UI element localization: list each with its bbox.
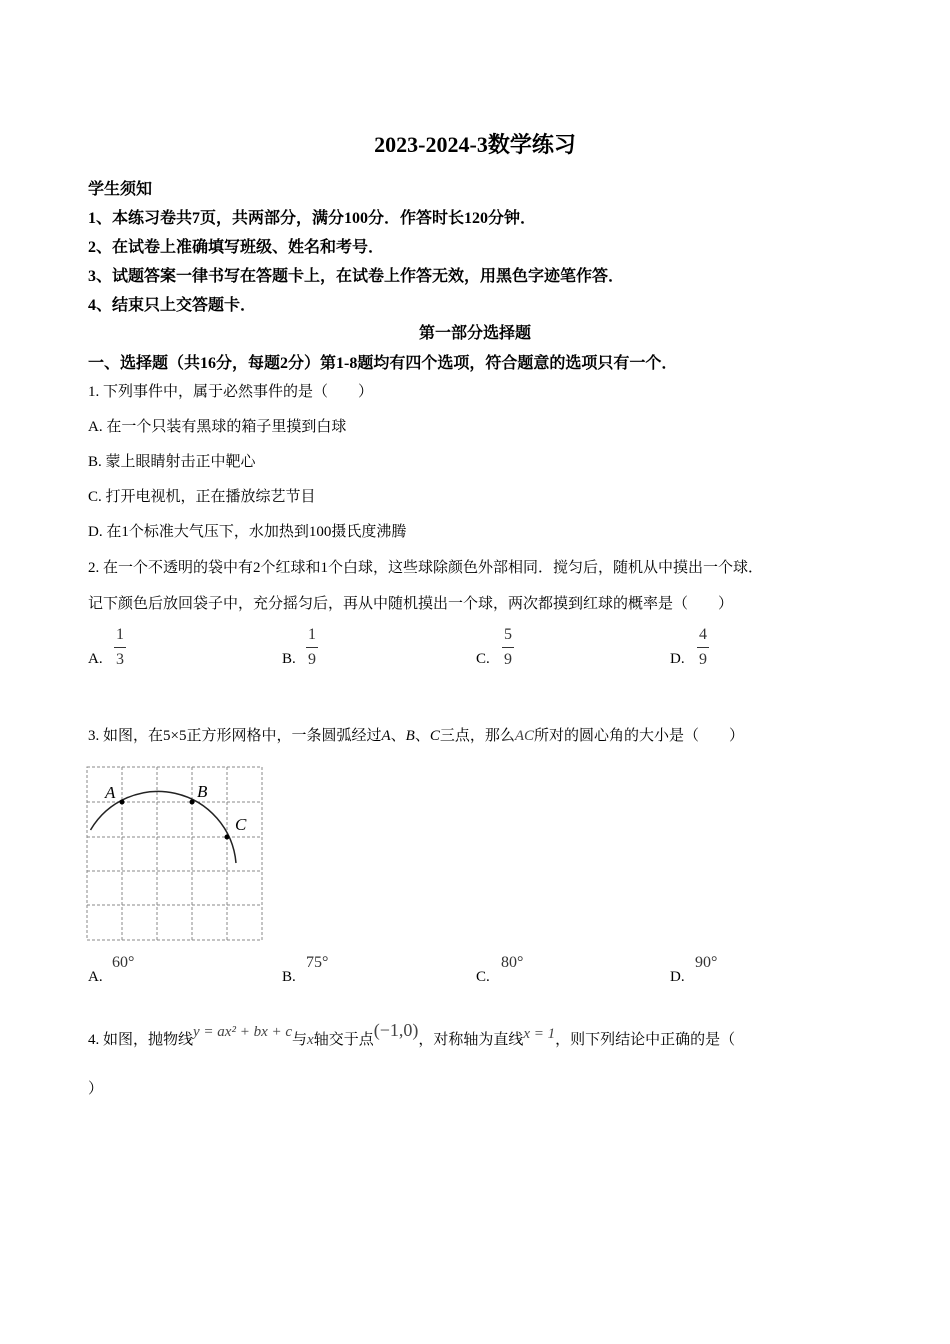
notice-item: 2、在试卷上准确填写班级、姓名和考号． (88, 239, 385, 256)
notice-heading: 学生须知 (88, 181, 153, 198)
point-a (120, 800, 125, 805)
question-3-option-c-label: C. (476, 969, 490, 985)
label-a: A (105, 783, 116, 802)
question-3-option-b-value: 75° (306, 954, 329, 971)
label-b: B (197, 782, 208, 801)
question-2-stem-line2: 记下颜色后放回袋子中，充分摇匀后，再从中随机摸出一个球，两次都摸到红球的概率是（ ） (88, 596, 734, 612)
intersection-point: (−1,0) (373, 1020, 419, 1040)
arc-ac: AC (514, 728, 535, 744)
page-title: 2023-2024-3数学练习 (374, 132, 576, 157)
question-3-stem: 3. 如图，在5×5正方形网格中，一条圆弧经过A、B、C三点，那么AC所对的圆心角的大小是（ ） (88, 728, 745, 744)
fraction: 1 9 (308, 626, 316, 668)
point-b (190, 800, 195, 805)
question-1-stem: 1. 下列事件中，属于必然事件的是（ ） (88, 384, 374, 400)
notice-item: 3、试题答案一律书写在答题卡上，在试卷上作答无效，用黑色字迹笔作答． (88, 268, 625, 285)
fraction: 4 9 (699, 626, 707, 668)
label-c: C (235, 815, 247, 834)
part-heading: 第一部分选择题 (418, 325, 531, 342)
point-c (225, 835, 230, 840)
question-2-stem-line1: 2. 在一个不透明的袋中有2个红球和1个白球，这些球除颜色外部相同．搅匀后，随机从中摸出一个球． (88, 560, 764, 576)
question-3-option-d-value: 90° (695, 954, 718, 971)
question-1-option-c: C. 打开电视机，正在播放综艺节目 (88, 489, 316, 505)
question-3-option-a-value: 60° (112, 954, 135, 971)
question-1-option-b: B. 蒙上眼睛射击正中靶心 (88, 454, 256, 470)
symmetry-axis: x = 1 (523, 1026, 556, 1042)
question-1-option-a: A. 在一个只装有黑球的箱子里摸到白球 (88, 419, 347, 435)
question-3-option-a-label: A. (88, 969, 103, 985)
question-3-option-c-value: 80° (501, 954, 524, 971)
question-4-stem: 4. 如图，抛物线y = ax² + bx + c与x轴交于点(−1,0)，对称轴为直线x = 1，则下列结论中正确的是（ (88, 1020, 736, 1048)
section-heading: 一、选择题（共16分，每题2分）第1-8题均有四个选项，符合题意的选项只有一个． (88, 355, 678, 372)
question-3-option-d-label: D. (670, 969, 685, 985)
fraction: 1 3 (116, 626, 124, 668)
parabola-equation: y = ax² + bx + c (193, 1024, 293, 1040)
fraction: 5 9 (504, 626, 512, 668)
notice-item: 1、本练习卷共7页，共两部分，满分100分．作答时长120分钟． (88, 210, 537, 227)
question-4-close-paren: ） (88, 1081, 104, 1097)
notice-item: 4、结束只上交答题卡． (88, 297, 257, 314)
question-3-option-b-label: B. (282, 969, 296, 985)
question-1-option-d: D. 在1个标准大气压下，水加热到100摄氏度沸腾 (88, 524, 407, 540)
